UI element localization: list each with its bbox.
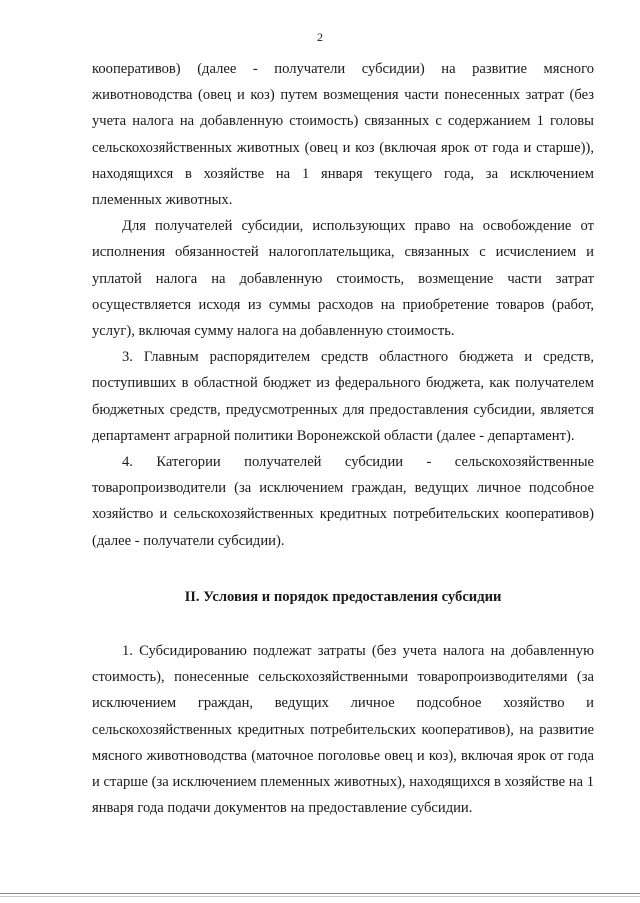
scan-edge-line-secondary [0,896,640,897]
section-heading: II. Условия и порядок предоставления субсидии [184,588,502,605]
page-number: 2 [317,30,323,44]
paragraph-continuation: кооперативов) (далее - получатели субсидии) на развитие мясного животноводства (овец и коз) путем возмещения части понесенных затрат (без учета налога на добавленную стоимость) связанных с содержанием 1 головы сельскохозяйственных животных (овец и коз (включая ярок от года и старше)), находящихся в хозяйстве на 1 января текущего года, за исключением племенных животных. [92,61,594,209]
document-body [92,56,594,821]
paragraph-item-3: 3. Главным распорядителем средств областного бюджета и средств, поступивших в областной бюджет из федерального бюджета, как получателем бюджетных средств, предусмотренных для предоставления субсидии, является департамент аграрной политики Воронежской области (далее - департамент). [92,349,594,444]
paragraph-item-4: 4. Категории получателей субсидии - сельскохозяйственные товаропроизводители (за исключением граждан, ведущих личное подсобное хозяйство и сельскохозяйственных кредитных потребительских кооперативов) (далее - получатели субсидии). [92,454,594,549]
paragraph-vat-exemption: Для получателей субсидии, использующих право на освобождение от исполнения обязанностей налогоплательщика, связанных с исчислением и уплатой налога на добавленную стоимость, возмещение части затрат осуществляется исходя из суммы расходов на приобретение товаров (работ, услуг), включая сумму налога на добавленную стоимость. [92,218,594,340]
paragraph-section2-item-1: 1. Субсидированию подлежат затраты (без учета налога на добавленную стоимость), понесенные сельскохозяйственными товаропроизводителями (за исключением граждан, ведущих личное подсобное хозяйство и сельскохозяйственных кредитных потребительских кооперативов), на развитие мясного животноводства (маточное поголовье овец и коз), включая ярок от года и старше (за исключением племенных животных), находящихся в хозяйстве на 1 января года подачи документов на предоставление субсидии. [92,643,594,817]
scan-edge-line [0,893,640,894]
